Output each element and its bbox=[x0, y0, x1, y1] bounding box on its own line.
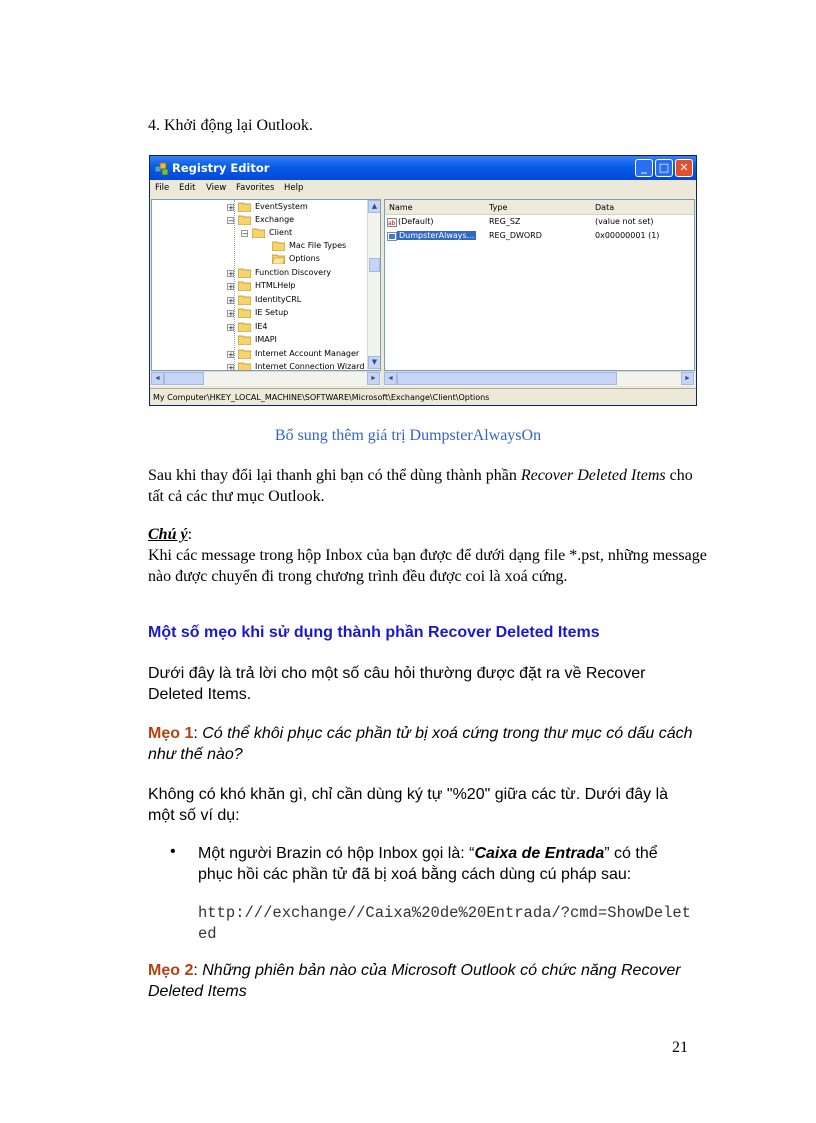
tip-1-label: Mẹo 1 bbox=[148, 725, 194, 742]
menu-edit[interactable]: Edit bbox=[179, 183, 196, 193]
scroll-thumb[interactable] bbox=[397, 372, 617, 385]
key-tree-pane[interactable] bbox=[151, 199, 381, 371]
folder-icon bbox=[238, 335, 251, 345]
maximize-button[interactable]: □ bbox=[655, 159, 673, 177]
expand-icon[interactable]: + bbox=[228, 364, 234, 371]
tip-2: Mẹo 2: Những phiên bản nào của Microsoft Outlook có chức năng Recover Deleted Items bbox=[148, 962, 681, 1000]
tree-item[interactable]: − Exchange bbox=[228, 215, 295, 225]
folder-icon bbox=[238, 295, 251, 305]
value-data: 0x00000001 (1) bbox=[595, 231, 660, 240]
folder-icon bbox=[238, 202, 251, 212]
key-path: My Computer\HKEY_LOCAL_MACHINE\SOFTWARE\Microsoft\Exchange\Client\Options bbox=[153, 393, 490, 402]
recover-deleted-items-term: Recover Deleted Items bbox=[520, 467, 666, 484]
folder-icon bbox=[272, 241, 285, 251]
value-name: DumpsterAlways... bbox=[399, 231, 475, 240]
string-value-icon bbox=[387, 218, 397, 227]
close-button[interactable]: ✕ bbox=[675, 159, 693, 177]
expand-icon[interactable]: + bbox=[228, 204, 234, 212]
answer-1: Không có khó khăn gì, chỉ cần dùng ký tự "%20" giữa các từ. Dưới đây là một số ví dụ: bbox=[148, 786, 669, 824]
tree-item[interactable]: − Client bbox=[242, 228, 293, 238]
menu-favorites[interactable]: Favorites bbox=[236, 183, 275, 193]
tree-item[interactable]: Mac File Types bbox=[152, 241, 366, 254]
value-type: REG_DWORD bbox=[489, 231, 542, 240]
paragraph-registry-change: Sau khi thay đổi lại thanh ghi bạn có thể dùng thành phần Recover Deleted Items cho tất cả các thư mục Outlook. bbox=[148, 467, 693, 505]
column-type[interactable]: Type bbox=[489, 203, 508, 212]
note-block: Chú ý: Khi các message trong hộp Inbox của bạn được để dưới dạng file *.pst, những message nào được chuyển đi trong chương trình đều được coi là xoá cứng. bbox=[148, 526, 707, 585]
figure-caption: Bổ sung thêm giá trị DumpsterAlwaysOn bbox=[274, 427, 542, 444]
menu-view[interactable]: View bbox=[206, 183, 227, 193]
expand-icon[interactable]: + bbox=[228, 270, 234, 278]
title-bar[interactable] bbox=[150, 156, 696, 180]
tree-item[interactable]: + Internet Account Manager bbox=[228, 349, 360, 359]
value-data: (value not set) bbox=[595, 217, 654, 226]
registry-editor-icon bbox=[154, 160, 170, 176]
value-type: REG_SZ bbox=[489, 217, 521, 226]
registry-editor-window bbox=[149, 155, 697, 406]
expand-icon[interactable]: + bbox=[228, 310, 234, 318]
menu-file[interactable]: File bbox=[155, 183, 170, 193]
status-bar bbox=[150, 388, 696, 406]
minimize-button[interactable]: _ bbox=[635, 159, 653, 177]
column-name[interactable]: Name bbox=[389, 203, 413, 212]
tree-item[interactable]: + Function Discovery bbox=[228, 268, 332, 278]
menu-bar bbox=[150, 180, 696, 197]
folder-open-icon bbox=[272, 254, 285, 264]
value-row[interactable] bbox=[385, 216, 695, 229]
scroll-thumb[interactable] bbox=[164, 372, 204, 385]
collapse-icon[interactable]: − bbox=[242, 230, 248, 238]
folder-icon bbox=[238, 308, 251, 318]
expand-icon[interactable]: + bbox=[228, 324, 234, 332]
code-example: http:///exchange//Caixa%20de%20Entrada/?cmd=ShowDeleted bbox=[198, 904, 691, 943]
tree-item[interactable]: + Internet Connection Wizard bbox=[228, 362, 365, 371]
tree-item[interactable]: + IE4 bbox=[228, 322, 268, 332]
page-number: 21 bbox=[672, 1039, 688, 1056]
folder-open-icon bbox=[238, 215, 251, 225]
tip-1-question: Có thể khôi phục các phần tử bị xoá cứng trong thư mục có dấu cách như thế nào? bbox=[148, 725, 693, 763]
scroll-left-icon[interactable]: ◄ bbox=[151, 372, 164, 385]
section-heading: Một số mẹo khi sử dụng thành phần Recover Deleted Items bbox=[148, 624, 600, 641]
value-row-selected[interactable] bbox=[385, 230, 695, 243]
scroll-right-icon[interactable]: ► bbox=[367, 372, 380, 385]
folder-icon bbox=[238, 362, 251, 371]
tree-item[interactable]: + EventSystem bbox=[228, 202, 308, 212]
folder-icon bbox=[238, 322, 251, 332]
bullet-icon: • bbox=[170, 843, 176, 860]
column-data[interactable]: Data bbox=[595, 203, 615, 212]
step-4-text: 4. Khởi động lại Outlook. bbox=[148, 117, 313, 134]
collapse-icon[interactable]: − bbox=[228, 217, 234, 225]
list-horizontal-scrollbar[interactable] bbox=[384, 371, 695, 386]
tip-1: Mẹo 1: Có thể khôi phục các phần tử bị xoá cứng trong thư mục có dấu cách như thế nào? bbox=[148, 725, 693, 763]
inbox-name: Caixa de Entrada bbox=[474, 845, 605, 862]
note-text: Khi các message trong hộp Inbox của bạn được để dưới dạng file *.pst, những message nào được chuyển đi trong chương trình đều được coi là xoá cứng. bbox=[148, 547, 707, 585]
folder-icon bbox=[238, 281, 251, 291]
scroll-left-icon[interactable]: ◄ bbox=[384, 372, 397, 385]
menu-help[interactable]: Help bbox=[284, 183, 304, 193]
value-name: (Default) bbox=[398, 217, 434, 226]
window-title: Registry Editor bbox=[172, 161, 270, 175]
scroll-right-icon[interactable]: ► bbox=[681, 372, 694, 385]
expand-icon[interactable]: + bbox=[228, 297, 234, 305]
expand-icon[interactable]: + bbox=[228, 283, 234, 291]
tip-2-question: Những phiên bản nào của Microsoft Outlook có chức năng Recover Deleted Items bbox=[148, 962, 681, 1000]
tree-item-selected[interactable]: Options bbox=[152, 254, 366, 267]
folder-open-icon bbox=[252, 228, 265, 238]
tree-item[interactable]: IMAPI bbox=[152, 335, 366, 348]
values-list-pane[interactable] bbox=[384, 199, 695, 371]
expand-icon[interactable]: + bbox=[228, 351, 234, 359]
intro-paragraph: Dưới đây là trả lời cho một số câu hỏi thường được đặt ra về Recover Deleted Items. bbox=[148, 665, 646, 703]
tree-item[interactable]: + IdentityCRL bbox=[228, 295, 302, 305]
folder-icon bbox=[238, 268, 251, 278]
tree-item[interactable]: + IE Setup bbox=[228, 308, 289, 318]
tree-item[interactable]: + HTMLHelp bbox=[228, 281, 296, 291]
tree-horizontal-scrollbar[interactable] bbox=[151, 371, 381, 386]
note-label: Chú ý bbox=[148, 526, 188, 543]
scroll-thumb[interactable] bbox=[369, 258, 380, 272]
scroll-up-icon[interactable]: ▲ bbox=[368, 200, 381, 213]
svg-text:ab: ab bbox=[388, 220, 396, 227]
tip-2-label: Mẹo 2 bbox=[148, 962, 194, 979]
folder-icon bbox=[238, 349, 251, 359]
scroll-down-icon[interactable]: ▼ bbox=[368, 356, 381, 369]
list-header bbox=[385, 200, 695, 215]
binary-value-icon bbox=[387, 232, 397, 241]
tree-vertical-scrollbar[interactable] bbox=[367, 200, 381, 370]
